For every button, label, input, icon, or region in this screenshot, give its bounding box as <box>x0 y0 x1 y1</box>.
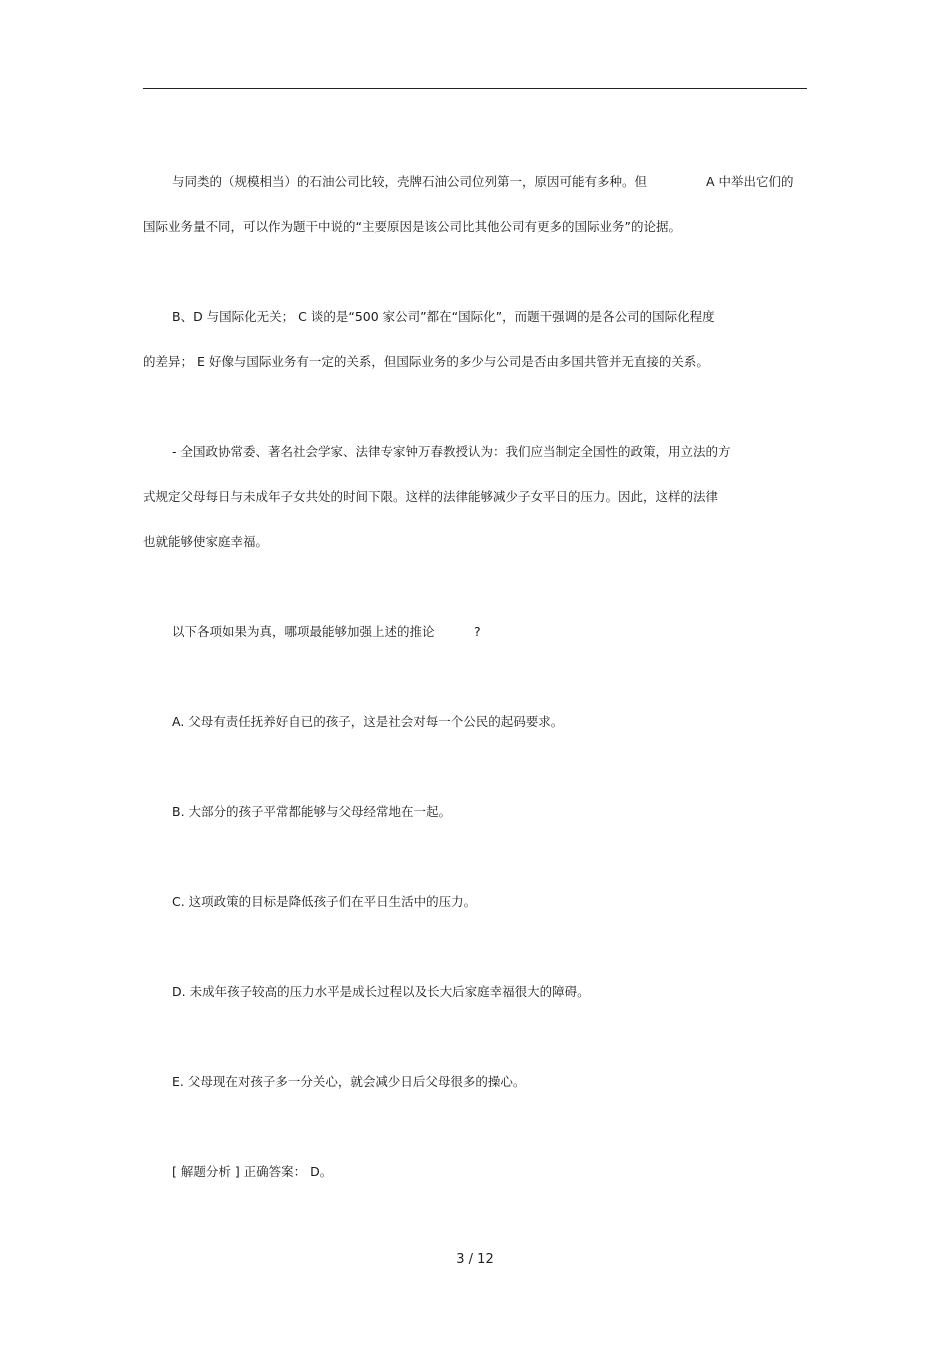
analysis-1-line-2: 国际业务量不同，可以作为题干中说的“主要原因是该公司比其他公司有更多的国际业务”的论据。 <box>143 219 681 234</box>
answer-line: [ 解题分析 ] 正确答案： D。 <box>172 1164 333 1179</box>
analysis-2-line-2: 的差异； E 好像与国际业务有一定的关系，但国际业务的多少与公司是否由多国共管并无直接的关系。 <box>143 354 709 369</box>
question-mark: ? <box>474 624 481 639</box>
option-d: D. 未成年孩子较高的压力水平是成长过程以及长大后家庭幸福很大的障碍。 <box>172 984 590 999</box>
question-line-2: 式规定父母每日与未成年子女共处的时间下限。这样的法律能够减少子女平日的压力。因此，这样的法律 <box>143 489 719 504</box>
analysis-1-line-1a: 与同类的（规模相当）的石油公司比较，壳牌石油公司位列第一，原因可能有多种。但 <box>172 174 648 189</box>
analysis-2-line-1: B、D 与国际化无关； C 谈的是“500 家公司”都在“国际化”，而题干强调的是各公司的国际化程度 <box>172 309 715 324</box>
option-a: A. 父母有责任抚养好自已的孩子，这是社会对每一个公民的起码要求。 <box>172 714 564 729</box>
question-line-1: - 全国政协常委、著名社会学家、法律专家钟万春教授认为：我们应当制定全国性的政策，用立法的方 <box>172 444 731 459</box>
option-e: E. 父母现在对孩子多一分关心，就会减少日后父母很多的操心。 <box>172 1074 526 1089</box>
header-rule <box>143 88 807 89</box>
page-number: 3 / 12 <box>456 1252 494 1267</box>
option-b: B. 大部分的孩子平常都能够与父母经常地在一起。 <box>172 804 452 819</box>
question-line-3: 也就能够使家庭幸福。 <box>143 534 269 549</box>
question-prompt: 以下各项如果为真，哪项最能够加强上述的推论 <box>172 624 435 639</box>
analysis-1-line-1b: A 中举出它们的 <box>706 174 794 189</box>
option-c: C. 这项政策的目标是降低孩子们在平日生活中的压力。 <box>172 894 477 909</box>
